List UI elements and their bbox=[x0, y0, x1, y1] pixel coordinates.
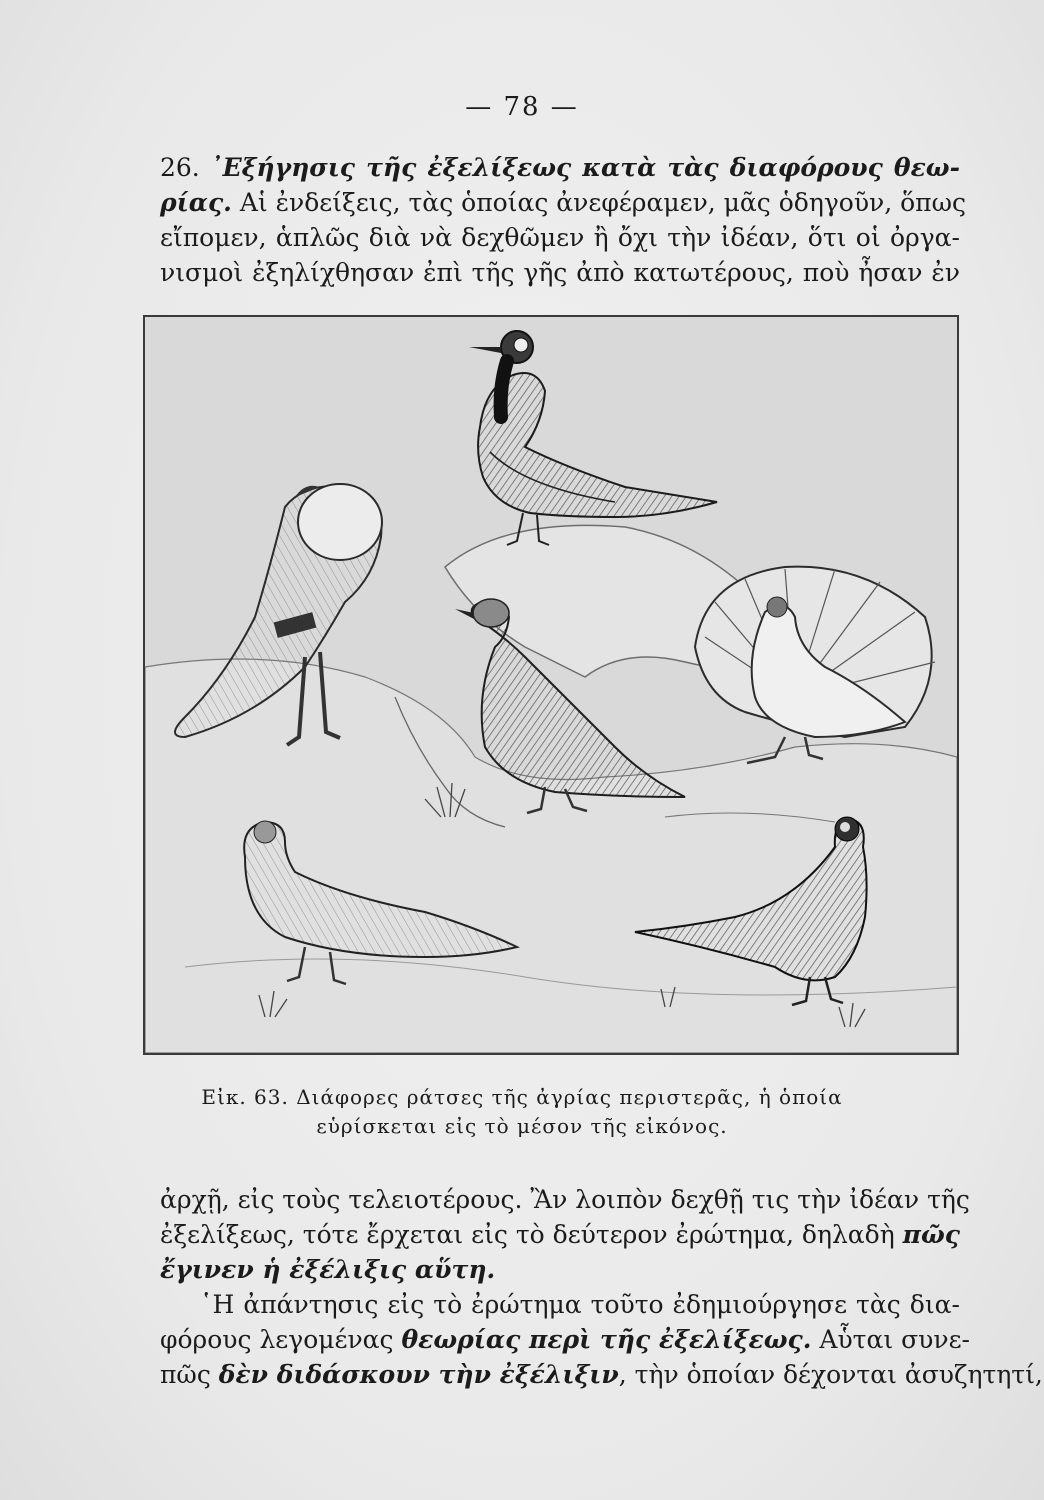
pigeon-breeds-illustration bbox=[143, 315, 959, 1055]
caption-line-2: εὑρίσκεται εἰς τὸ μέσον τῆς εἰκόνος. bbox=[316, 1114, 728, 1138]
page-number: — 78 — bbox=[465, 92, 579, 122]
text-line: φόρους λεγομένας θεωρίας περὶ τῆς ἐξελίξεως. Αὗται συνε- bbox=[160, 1325, 970, 1354]
text-line: νισμοὶ ἐξηλίχθησαν ἐπὶ τῆς γῆς ἀπὸ κατωτέρους, ποὺ ἦσαν ἐν bbox=[160, 258, 960, 287]
text-line: ῾Η ἀπάντησις εἰς τὸ ἐρώτημα τοῦτο ἐδημιούργησε τὰς δια- bbox=[200, 1290, 960, 1319]
text-line: εἴπομεν, ἁπλῶς διὰ νὰ δεχθῶμεν ἢ ὄχι τὴν ἰδέαν, ὅτι οἱ ὀργα- bbox=[160, 223, 960, 252]
text-line: ἔγινεν ἡ ἐξέλιξις αὕτη. bbox=[160, 1255, 496, 1284]
paragraph-bottom bbox=[160, 1182, 1043, 1392]
text-line: ρίας. Αἱ ἐνδείξεις, τὰς ὁποίας ἀνεφέραμεν, μᾶς ὁδηγοῦν, ὅπως bbox=[160, 188, 966, 217]
text-line: ἀρχῇ, εἰς τοὺς τελειοτέρους. Ἂν λοιπὸν δεχθῇ τις τὴν ἰδέαν τῆς bbox=[160, 1185, 970, 1214]
paragraph-top bbox=[160, 150, 966, 290]
text-line: 26. ᾿Εξήγησις τῆς ἐξελίξεως κατὰ τὰς διαφόρους θεω- bbox=[160, 153, 960, 182]
caption-line-1: Εἰκ. 63. Διάφορες ράτσες τῆς ἀγρίας περιστερᾶς, ἡ ὁποία bbox=[201, 1085, 843, 1109]
text-line: πῶς δὲν διδάσκουν τὴν ἐξέλιξιν, τὴν ὁποίαν δέχονται ἀσυζητητί, bbox=[160, 1360, 1043, 1389]
figure-caption bbox=[0, 1083, 1044, 1141]
text-line: ἐξελίξεως, τότε ἔρχεται εἰς τὸ δεύτερον ἐρώτημα, δηλαδὴ πῶς bbox=[160, 1220, 960, 1249]
